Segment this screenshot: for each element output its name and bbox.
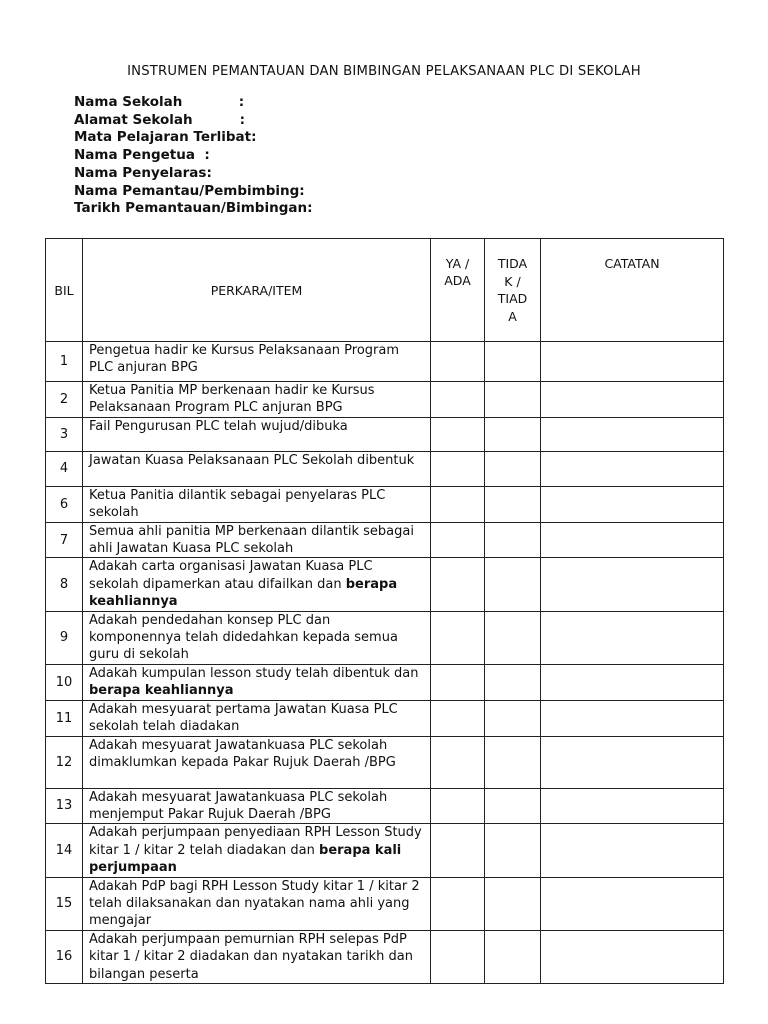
table-row [46, 824, 724, 877]
tidak-cell[interactable] [485, 417, 541, 451]
row-item-text [83, 930, 431, 983]
item-text: Adakah mesyuarat Jawatankuasa PLC sekolah menjemput Pakar Rujuk Daerah /BPG [89, 789, 388, 822]
row-item-text [83, 558, 431, 611]
catatan-cell[interactable] [541, 700, 724, 736]
catatan-cell[interactable] [541, 736, 724, 788]
header-ya-line: ADA [444, 273, 471, 288]
tidak-cell[interactable] [485, 558, 541, 611]
tidak-cell[interactable] [485, 877, 541, 930]
ya-cell[interactable] [431, 558, 485, 611]
tidak-cell[interactable] [485, 382, 541, 418]
row-item-text [83, 736, 431, 788]
field-nama-penyelaras: Nama Penyelaras: [74, 164, 212, 181]
ya-cell[interactable] [431, 788, 485, 824]
item-text: Adakah mesyuarat pertama Jawatan Kuasa PLC sekolah telah diadakan [89, 701, 398, 735]
row-bil: 16 [46, 930, 83, 983]
tidak-cell[interactable] [485, 486, 541, 522]
item-text: Pengetua hadir ke Kursus Pelaksanaan Program PLC anjuran BPG [89, 343, 400, 376]
table-row [46, 930, 724, 983]
item-bold-text: berapa keahliannya [89, 683, 234, 699]
row-bil: 15 [46, 877, 83, 930]
header-tidak-line: K / [504, 273, 521, 289]
ya-cell[interactable] [431, 417, 485, 451]
info-fields [74, 94, 313, 218]
tidak-cell[interactable] [485, 930, 541, 983]
table-row [46, 417, 724, 451]
row-bil: 6 [46, 486, 83, 522]
row-bil: 12 [46, 736, 83, 788]
tidak-cell[interactable] [485, 522, 541, 558]
tidak-cell[interactable] [485, 611, 541, 664]
ya-cell[interactable] [431, 342, 485, 382]
item-text: Adakah carta organisasi Jawatan Kuasa PLC sekolah dipamerkan atau difailkan dan [89, 559, 373, 592]
row-bil: 4 [46, 451, 83, 486]
row-bil: 2 [46, 382, 83, 418]
row-item-text [83, 342, 431, 382]
ya-cell[interactable] [431, 522, 485, 558]
ya-cell[interactable] [431, 930, 485, 983]
tidak-cell[interactable] [485, 736, 541, 788]
row-bil: 3 [46, 417, 83, 451]
item-text: Adakah pendedahan konsep PLC dan komponennya telah didedahkan kepada semua guru di sekolah [89, 612, 398, 663]
item-text: Jawatan Kuasa Pelaksanaan PLC Sekolah dibentuk [89, 452, 415, 468]
item-text: Adakah mesyuarat Jawatankuasa PLC sekolah dimaklumkan kepada Pakar Rujuk Daerah /BPG [89, 737, 396, 770]
item-text: Adakah kumpulan lesson study telah dibentuk dan [89, 665, 419, 681]
catatan-cell[interactable] [541, 788, 724, 824]
ya-cell[interactable] [431, 382, 485, 418]
item-text: Adakah perjumpaan pemurnian RPH selepas PdP kitar 1 / kitar 2 diadakan dan nyatakan tarikh dan bilangan peserta [89, 931, 413, 982]
header-ya-line: YA / [445, 256, 470, 271]
field-nama-sekolah: Nama Sekolah : [74, 94, 245, 110]
table-row [46, 700, 724, 736]
ya-cell[interactable] [431, 824, 485, 877]
tidak-cell[interactable] [485, 824, 541, 877]
catatan-cell[interactable] [541, 342, 724, 382]
item-text: Semua ahli panitia MP berkenaan dilantik sebagai ahli Jawatan Kuasa PLC sekolah [89, 523, 414, 557]
row-item-text [83, 522, 431, 558]
page-title: INSTRUMEN PEMANTAUAN DAN BIMBINGAN PELAKSANAAN PLC DI SEKOLAH [127, 64, 641, 79]
row-item-text [83, 611, 431, 664]
row-bil: 1 [46, 342, 83, 382]
item-text: Ketua Panitia MP berkenaan hadir ke Kursus Pelaksanaan Program PLC anjuran BPG [89, 383, 375, 416]
row-item-text [83, 877, 431, 930]
row-item-text [83, 700, 431, 736]
table-row [46, 788, 724, 824]
catatan-cell[interactable] [541, 417, 724, 451]
catatan-cell[interactable] [541, 382, 724, 418]
catatan-cell[interactable] [541, 486, 724, 522]
field-nama-pengetua: Nama Pengetua : [74, 147, 210, 164]
checklist-table [45, 238, 724, 984]
header-ya-ada [431, 239, 485, 342]
tidak-cell[interactable] [485, 342, 541, 382]
field-tarikh: Tarikh Pemantauan/Bimbingan: [74, 200, 313, 217]
ya-cell[interactable] [431, 611, 485, 664]
row-item-text [83, 382, 431, 418]
table-row [46, 382, 724, 418]
tidak-cell[interactable] [485, 451, 541, 486]
ya-cell[interactable] [431, 736, 485, 788]
table-row [46, 342, 724, 382]
tidak-cell[interactable] [485, 788, 541, 824]
header-tidak-line: TIDA [497, 256, 528, 271]
item-text: Ketua Panitia dilantik sebagai penyelaras PLC sekolah [89, 487, 386, 521]
item-text: Adakah perjumpaan penyediaan RPH Lesson Study kitar 1 / kitar 2 telah diadakan dan [89, 825, 422, 858]
field-alamat-sekolah: Alamat Sekolah : [74, 111, 246, 128]
item-bold-text: berapa kali perjumpaan [89, 842, 402, 876]
catatan-cell[interactable] [541, 611, 724, 664]
row-bil: 11 [46, 700, 83, 736]
table-row [46, 486, 724, 522]
ya-cell[interactable] [431, 486, 485, 522]
table-row [46, 558, 724, 611]
field-nama-pemantau: Nama Pemantau/Pembimbing: [74, 182, 305, 199]
catatan-cell[interactable] [541, 664, 724, 700]
item-bold-text: berapa keahliannya [89, 576, 398, 610]
row-item-text [83, 788, 431, 824]
table-row [46, 736, 724, 788]
header-catatan: CATATAN [541, 239, 724, 342]
header-tidak-line: A [508, 308, 517, 324]
row-item-text [83, 451, 431, 486]
table-row [46, 451, 724, 486]
row-item-text [83, 664, 431, 700]
header-perkara-item: PERKARA/ITEM [83, 239, 431, 342]
header-bil: BIL [46, 239, 83, 342]
ya-cell[interactable] [431, 700, 485, 736]
header-tidak-tiada [485, 239, 541, 342]
ya-cell[interactable] [431, 451, 485, 486]
catatan-cell[interactable] [541, 522, 724, 558]
table-row [46, 522, 724, 558]
tidak-cell[interactable] [485, 664, 541, 700]
ya-cell[interactable] [431, 664, 485, 700]
ya-cell[interactable] [431, 877, 485, 930]
catatan-cell[interactable] [541, 558, 724, 611]
row-bil: 13 [46, 788, 83, 824]
row-bil: 10 [46, 664, 83, 700]
catatan-cell[interactable] [541, 877, 724, 930]
table-row [46, 611, 724, 664]
table-row [46, 664, 724, 700]
row-item-text [83, 486, 431, 522]
row-bil: 14 [46, 824, 83, 877]
row-bil: 8 [46, 558, 83, 611]
field-mata-pelajaran: Mata Pelajaran Terlibat: [74, 129, 257, 146]
item-text: Adakah PdP bagi RPH Lesson Study kitar 1 / kitar 2 telah dilaksanakan dan nyatakan nama ahli yang mengajar [89, 878, 420, 929]
row-item-text [83, 417, 431, 451]
row-item-text [83, 824, 431, 877]
catatan-cell[interactable] [541, 824, 724, 877]
row-bil: 7 [46, 522, 83, 558]
item-text: Fail Pengurusan PLC telah wujud/dibuka [89, 418, 348, 434]
catatan-cell[interactable] [541, 930, 724, 983]
header-tidak-line: TIAD [497, 291, 528, 306]
tidak-cell[interactable] [485, 700, 541, 736]
row-bil: 9 [46, 611, 83, 664]
table-row [46, 877, 724, 930]
catatan-cell[interactable] [541, 451, 724, 486]
table-header-row [46, 239, 724, 342]
